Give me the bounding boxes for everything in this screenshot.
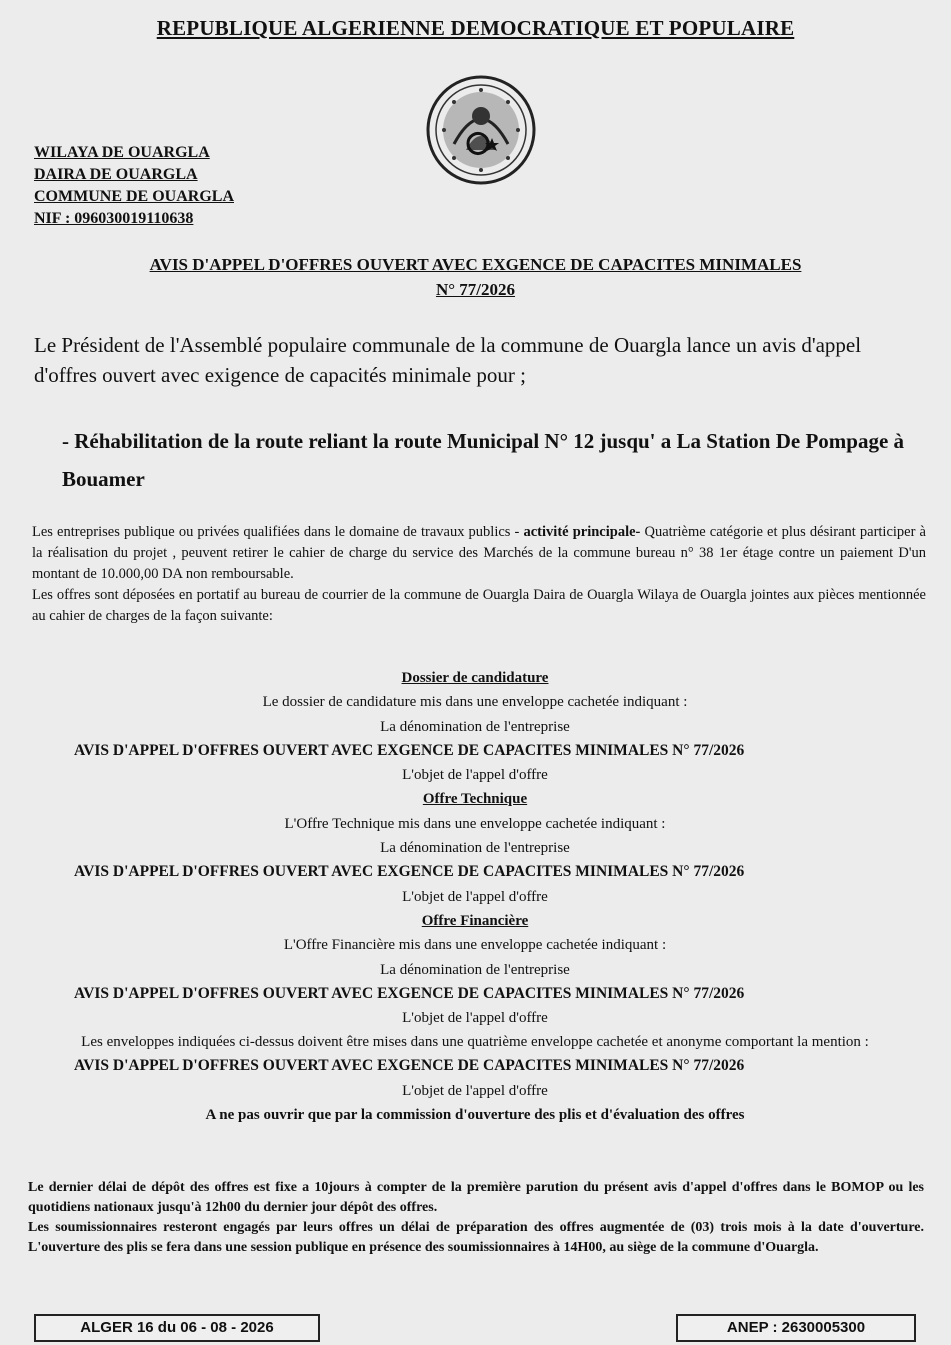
dossier-avis: AVIS D'APPEL D'OFFRES OUVERT AVEC EXGENCE DE CAPACITES MINIMALES N° 77/2026 [74,741,745,759]
technique-denomination: La dénomination de l'entreprise [380,840,570,857]
daira-label: DAIRA DE OUARGLA [34,166,198,183]
final-conditions [28,1178,924,1258]
deposit-paragraph: Les offres sont déposées en portatif au bureau de courrier de la commune de Ouargla Daira de Ouargla Wilaya de Ouargla jointes aux pièces mentionnée au cahier de charges de la façon suivante: [32,587,926,624]
technique-heading: Offre Technique [422,791,528,808]
commune-label: COMMUNE DE OUARGLA [34,188,234,205]
eligibility-activity: activité principale- [523,524,645,540]
eligibility-text-start: Les entreprises publique ou privées qualifiées dans le domaine de travaux publics - [32,524,524,540]
engagement-paragraph: Les soumissionnaires resteront engagés par leurs offres un délai de préparation des offres augmentée de (03) trois mois à la date d'ouverture. L'ouverture des plis se fera dans une session publique en présence des soumissionnaires à 14H00, au siège de la commune d'Ouargla. [28,1220,924,1255]
eligibility-paragraph [32,522,926,585]
financiere-denomination: La dénomination de l'entreprise [380,961,570,978]
opening-warning: A ne pas ouvrir que par la commission d'ouverture des plis et d'évaluation des offres [205,1107,745,1124]
financiere-objet: L'objet de l'appel d'offre [402,1010,548,1027]
quatrieme-objet: L'objet de l'appel d'offre [402,1082,548,1099]
national-emblem-icon [424,74,538,186]
financiere-avis: AVIS D'APPEL D'OFFRES OUVERT AVEC EXGENCE DE CAPACITES MINIMALES N° 77/2026 [74,984,745,1002]
notice-number: N° 77/2026 [435,280,516,299]
publication-reference: ALGER 16 du 06 - 08 - 2026 [34,1314,320,1342]
administration-block [34,142,234,230]
quatrieme-text: Les enveloppes indiquées ci-dessus doivent être mises dans une quatrième enveloppe cachetée et anonyme comportant la mention : [81,1034,869,1051]
notice-title-line: AVIS D'APPEL D'OFFRES OUVERT AVEC EXGENCE DE CAPACITES MINIMALES [149,255,802,274]
envelopes-block [30,666,920,1127]
dossier-heading: Dossier de candidature [401,670,549,686]
deadline-paragraph: Le dernier délai de dépôt des offres est fixe a 10jours à compter de la première parution du présent avis d'appel d'offres dans le BOMOP ou les quotidiens nationaux jusqu'à 12h00 du dernier jour dépôt des offres. [28,1180,924,1215]
conditions-block [32,522,926,627]
dossier-envelope: Le dossier de candidature mis dans une enveloppe cachetée indiquant : [262,694,688,711]
technique-objet: L'objet de l'appel d'offre [402,888,548,905]
notice-title [0,252,951,302]
republic-heading: REPUBLIQUE ALGERIENNE DEMOCRATIQUE ET POPULAIRE [156,16,795,40]
anep-reference: ANEP : 2630005300 [676,1314,916,1342]
intro-paragraph: Le Président de l'Assemblé populaire communale de la commune de Ouargla lance un avis d'appel d'offres ouvert avec exigence de capacités minimale pour ; [34,333,862,387]
dossier-objet: L'objet de l'appel d'offre [402,767,548,784]
financiere-envelope: L'Offre Financière mis dans une enveloppe cachetée indiquant : [283,937,667,954]
quatrieme-avis: AVIS D'APPEL D'OFFRES OUVERT AVEC EXGENCE DE CAPACITES MINIMALES N° 77/2026 [74,1057,745,1075]
nif-label: NIF : 096030019110638 [34,210,194,227]
technique-avis: AVIS D'APPEL D'OFFRES OUVERT AVEC EXGENCE DE CAPACITES MINIMALES N° 77/2026 [74,863,745,881]
technique-envelope: L'Offre Technique mis dans une enveloppe cachetée indiquant : [284,815,666,832]
financiere-heading: Offre Financière [421,912,529,929]
project-description: - Réhabilitation de la route reliant la route Municipal N° 12 jusqu' a La Station De Pompage à Bouamer [62,429,905,491]
dossier-denomination: La dénomination de l'entreprise [380,718,570,735]
eligibility-text-rest: Quatrième catégorie et plus désirant participer à la réalisation du projet , peuvent retirer le cahier de charge du service des Marchés de la commune bureau n° 38 1er étage contre un paiement D'un montant de 10.000,00 DA non remboursable. [32,524,926,582]
wilaya-label: WILAYA DE OUARGLA [34,144,210,161]
